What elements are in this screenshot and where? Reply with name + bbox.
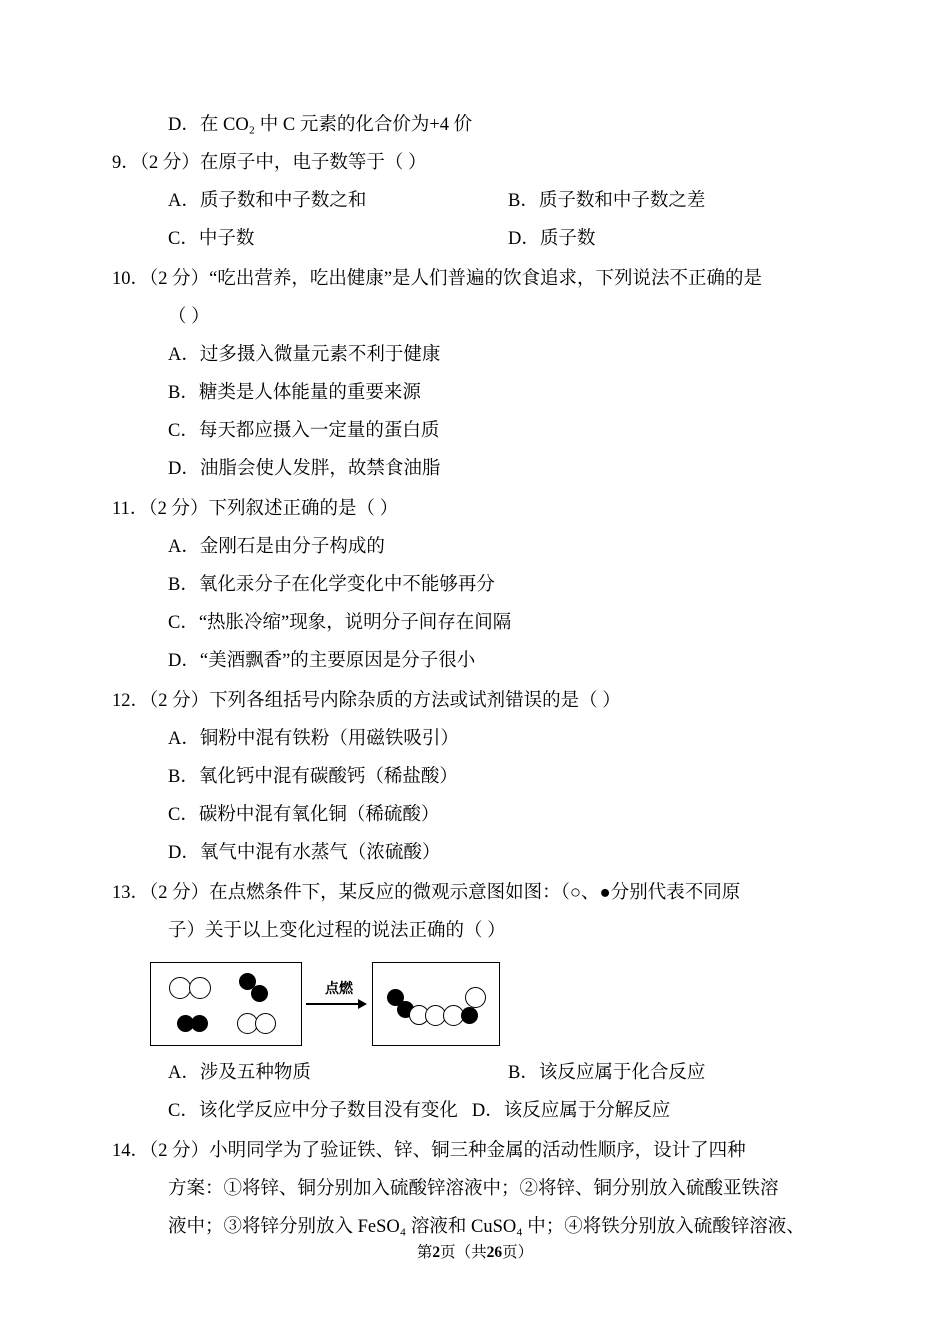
question-13-option-a[interactable]: A．涉及五种物质 [168,1063,311,1083]
question-10 [112,260,838,488]
question-13 [112,874,838,1130]
question-9-options-row-2 [112,220,838,258]
question-11-option-b[interactable]: B．氧化汞分子在化学变化中不能够再分 [168,575,495,595]
question-13-option-d[interactable]: D．该反应属于分解反应 [471,1101,671,1121]
question-13-stem: 13．（2 分）在点燃条件下，某反应的微观示意图如图：（○、●分别代表不同原 [112,883,741,903]
question-9-option-d[interactable]: D．质子数 [508,229,596,249]
question-14-line-3: 液中；③将锌分别放入 FeSO₄ 溶液和 CuSO₄ 中；④将铁分别放入硫酸锌溶液、 [168,1217,805,1237]
question-12-stem: 12．（2 分）下列各组括号内除杂质的方法或试剂错误的是（ ） [112,691,621,711]
question-13-stem-cont: 子）关于以上变化过程的说法正确的（ ） [168,921,506,941]
question-10-stem-cont: （ ） [168,307,210,327]
products-box [372,962,500,1046]
question-12-option-d[interactable]: D．氧气中混有水蒸气（浓硫酸） [168,843,441,863]
footer-prefix: 第 [416,1244,433,1261]
question-14-line-2: 方案：①将锌、铜分别加入硫酸锌溶液中；②将锌、铜分别放入硫酸亚铁溶 [168,1179,779,1199]
question-14 [112,1132,838,1246]
question-13-options-row-2 [112,1092,838,1130]
question-10-option-c[interactable]: C．每天都应摄入一定量的蛋白质 [168,421,440,441]
question-10-option-a[interactable]: A．过多摄入微量元素不利于健康 [168,345,441,365]
question-11-option-a[interactable]: A．金刚石是由分子构成的 [168,537,385,557]
question-12-option-a[interactable]: A．铜粉中混有铁粉（用磁铁吸引） [168,729,459,749]
reaction-diagram [112,958,838,1048]
question-11 [112,490,838,680]
question-9-option-a[interactable]: A．质子数和中子数之和 [168,191,367,211]
footer-total-pages: 26 [486,1244,503,1261]
question-9-stem: 9．（2 分）在原子中，电子数等于（ ） [112,153,427,173]
question-11-option-c[interactable]: C．“热胀冷缩”现象，说明分子间存在间隔 [168,613,512,633]
question-9-option-c[interactable]: C．中子数 [168,229,255,249]
question-13-option-c[interactable]: C．该化学反应中分子数目没有变化 [168,1101,458,1121]
open-atom [169,977,191,999]
filled-atom [251,985,268,1002]
footer-page-number: 2 [432,1244,441,1261]
question-9-options-row-1 [112,182,838,220]
filled-atom [461,1007,478,1024]
reactants-box [150,962,302,1046]
page-footer [0,1240,950,1262]
question-10-option-d[interactable]: D．油脂会使人发胖，故禁食油脂 [168,459,441,479]
open-atom [189,977,211,999]
question-13-option-b[interactable]: B．该反应属于化合反应 [508,1063,706,1083]
open-atom [465,987,486,1008]
question-12 [112,682,838,872]
question-11-option-d[interactable]: D．“美酒飘香”的主要原因是分子很小 [168,651,476,671]
reaction-arrow [304,980,374,1009]
open-atom [255,1013,276,1034]
lead-option-d: D．在 CO₂ 中 C 元素的化合价为+4 价 [168,115,473,135]
question-12-option-b[interactable]: B．氧化钙中混有碳酸钙（稀盐酸） [168,767,458,787]
footer-suffix: 页） [502,1244,534,1261]
question-10-stem: 10．（2 分）“吃出营养，吃出健康”是人们普遍的饮食追求，下列说法不正确的是 [112,269,763,289]
footer-middle: 页（共 [440,1244,487,1261]
question-10-option-b[interactable]: B．糖类是人体能量的重要来源 [168,383,421,403]
question-13-options-row-1 [112,1054,838,1092]
question-14-stem: 14．（2 分）小明同学为了验证铁、锌、铜三种金属的活动性顺序，设计了四种 [112,1141,746,1161]
filled-atom [191,1015,208,1032]
question-11-stem: 11．（2 分）下列叙述正确的是（ ） [112,499,399,519]
question-9-option-b[interactable]: B．质子数和中子数之差 [508,191,706,211]
arrow-shaft-icon [304,999,374,1009]
question-9 [112,144,838,258]
reaction-condition-label: 点燃 [325,980,353,996]
question-12-option-c[interactable]: C．碳粉中混有氧化铜（稀硫酸） [168,805,440,825]
